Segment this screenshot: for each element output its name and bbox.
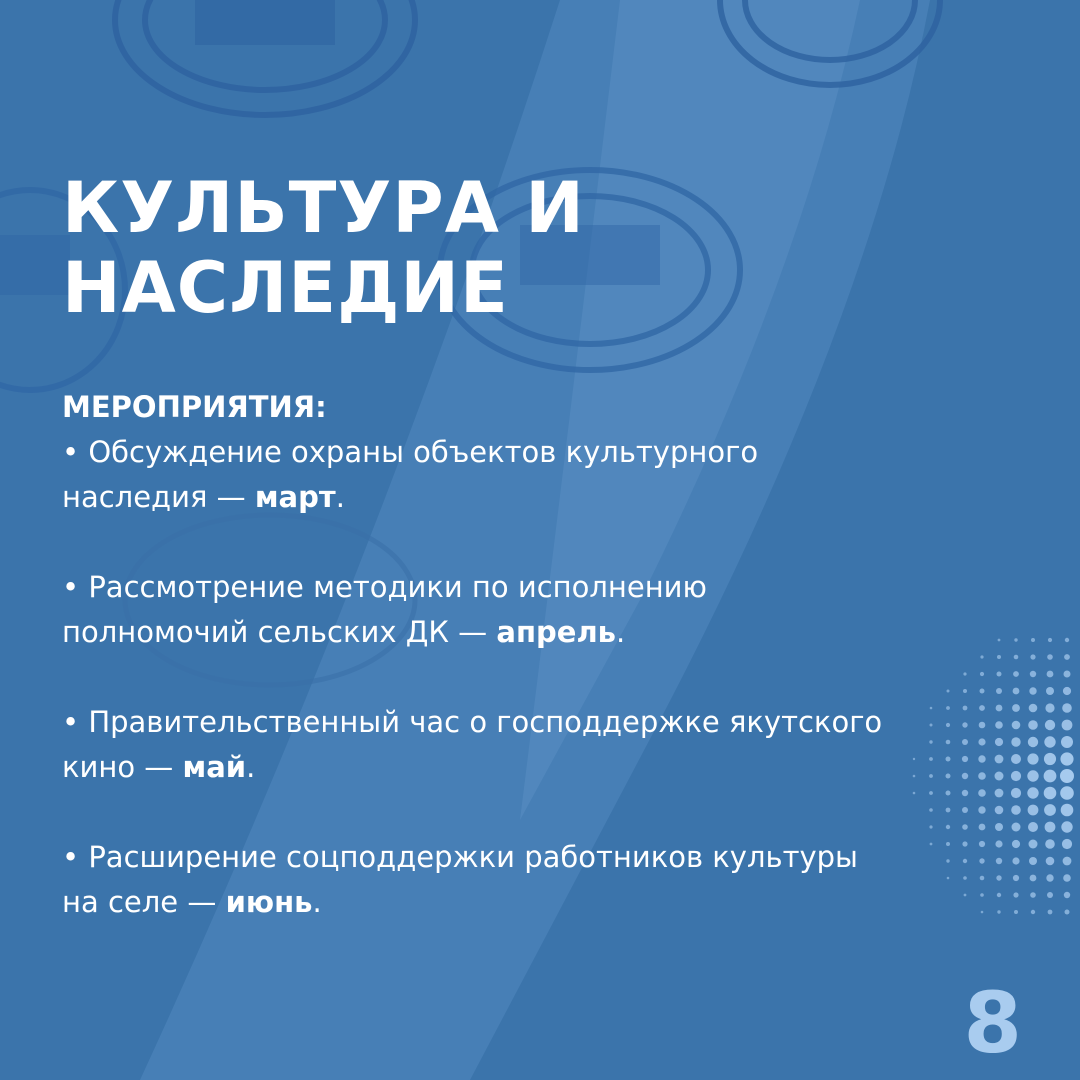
halftone-dot [962, 739, 968, 745]
halftone-dot [962, 722, 967, 727]
item-suffix: . [246, 750, 256, 784]
halftone-dot [1061, 821, 1072, 832]
item-line-2 [62, 610, 962, 655]
halftone-dot [1028, 737, 1038, 747]
halftone-dot [1029, 840, 1038, 849]
halftone-dot [980, 655, 983, 658]
halftone-dot [1028, 720, 1038, 730]
events-heading: МЕРОПРИЯТИЯ: [62, 390, 327, 424]
halftone-dot [1014, 655, 1019, 660]
halftone-dot [1030, 671, 1036, 677]
item-text: полномочий сельских ДК — [62, 615, 497, 649]
item-text: наследия — [62, 480, 255, 514]
halftone-dot [996, 858, 1002, 864]
item-text: на селе — [62, 885, 226, 919]
halftone-dot [1060, 752, 1073, 765]
halftone-dot [995, 806, 1004, 815]
halftone-dot [1061, 736, 1073, 748]
halftone-dot [1029, 687, 1036, 694]
halftone-dot [1064, 654, 1070, 660]
halftone-dot [995, 840, 1002, 847]
title-line-1: КУЛЬТУРА И [62, 167, 585, 249]
halftone-dot [1063, 687, 1071, 695]
halftone-dot [1011, 788, 1021, 798]
halftone-dot [1028, 822, 1038, 832]
halftone-dot [996, 688, 1002, 694]
halftone-dot [978, 772, 986, 780]
halftone-dot [1065, 910, 1070, 915]
halftone-dot [1044, 753, 1056, 765]
halftone-dot [1047, 892, 1053, 898]
page-title [62, 168, 585, 328]
list-item [62, 565, 962, 655]
halftone-dot [998, 639, 1001, 642]
halftone-dot [978, 806, 985, 813]
halftone-dot [1065, 638, 1069, 642]
halftone-dot [979, 722, 986, 729]
halftone-dot [1044, 736, 1055, 747]
item-suffix: . [312, 885, 322, 919]
halftone-dot [1044, 787, 1057, 800]
halftone-dot [1012, 721, 1021, 730]
halftone-dot [1029, 857, 1037, 865]
halftone-dot [995, 721, 1003, 729]
halftone-dot [1014, 910, 1018, 914]
halftone-dot [980, 672, 984, 676]
halftone-dot [1062, 720, 1073, 731]
halftone-dot [1027, 787, 1038, 798]
halftone-dot [995, 755, 1004, 764]
halftone-dot [1012, 704, 1020, 712]
halftone-dot [963, 706, 968, 711]
halftone-dot [981, 911, 984, 914]
halftone-dot [964, 894, 967, 897]
title-line-2: НАСЛЕДИЕ [62, 247, 509, 329]
halftone-dot [1063, 874, 1071, 882]
item-line-2 [62, 745, 962, 790]
halftone-dot [1014, 638, 1017, 641]
item-month: апрель [496, 615, 617, 649]
item-text: кино — [62, 750, 183, 784]
halftone-dot [962, 807, 968, 813]
halftone-dot [962, 841, 967, 846]
halftone-dot [1031, 910, 1035, 914]
halftone-dot [1046, 687, 1054, 695]
halftone-dot [1060, 769, 1074, 783]
item-line-2 [62, 880, 962, 925]
list-item [62, 430, 962, 520]
halftone-dot [1064, 892, 1070, 898]
events-section [62, 385, 962, 970]
halftone-dot [979, 705, 985, 711]
halftone-dot [1064, 671, 1071, 678]
halftone-dot [1045, 822, 1056, 833]
halftone-dot [1011, 771, 1021, 781]
halftone-dot [1027, 753, 1038, 764]
halftone-dot [980, 893, 984, 897]
halftone-dot [1045, 703, 1054, 712]
halftone-dot [1031, 638, 1035, 642]
item-month: июнь [225, 885, 313, 919]
halftone-dot [995, 772, 1004, 781]
list-item [62, 700, 962, 790]
halftone-dot [1013, 892, 1018, 897]
halftone-dot [980, 689, 985, 694]
halftone-dot [1013, 875, 1019, 881]
halftone-dot [1048, 910, 1053, 915]
emblem-seal-icon [115, 0, 415, 115]
halftone-dot [1046, 874, 1053, 881]
halftone-dot [1012, 857, 1019, 864]
halftone-dot [1027, 770, 1038, 781]
halftone-dot [1044, 804, 1056, 816]
halftone-dot [1012, 823, 1021, 832]
halftone-dot [963, 672, 966, 675]
item-line-1: • Расширение соцподдержки работников культуры [62, 840, 858, 874]
halftone-dot [997, 672, 1002, 677]
item-line-2 [62, 475, 962, 520]
halftone-dot [962, 824, 968, 830]
halftone-dot [1060, 786, 1074, 800]
halftone-dot [1062, 839, 1072, 849]
halftone-dot [1045, 839, 1055, 849]
item-suffix: . [616, 615, 626, 649]
halftone-dot [963, 876, 967, 880]
halftone-dot [995, 789, 1004, 798]
item-line-1: • Правительственный час о господдержке якутского [62, 705, 883, 739]
halftone-dot [962, 773, 968, 779]
halftone-dot [1030, 892, 1036, 898]
halftone-dot [1045, 720, 1055, 730]
halftone-dot [1044, 770, 1057, 783]
halftone-dot [1013, 671, 1019, 677]
halftone-dot [979, 841, 985, 847]
halftone-dot [978, 789, 986, 797]
halftone-dot [996, 705, 1003, 712]
halftone-dot [1028, 805, 1039, 816]
item-month: май [182, 750, 247, 784]
halftone-dot [1061, 804, 1074, 817]
halftone-dot [979, 824, 986, 831]
halftone-dot [963, 859, 967, 863]
halftone-dot [979, 858, 984, 863]
halftone-dot [1011, 754, 1021, 764]
halftone-dot [997, 655, 1001, 659]
item-suffix: . [335, 480, 345, 514]
halftone-dot [1062, 703, 1072, 713]
halftone-dot [1048, 638, 1052, 642]
halftone-dot [997, 893, 1001, 897]
halftone-dot [1012, 840, 1020, 848]
page-number: 8 [963, 974, 1022, 1072]
item-month: март [254, 480, 336, 514]
item-line-1: • Рассмотрение методики по исполнению [62, 570, 707, 604]
halftone-dot [963, 689, 967, 693]
halftone-dot [995, 823, 1003, 831]
halftone-dot [962, 790, 968, 796]
halftone-dot [1013, 688, 1020, 695]
halftone-dot [1030, 875, 1037, 882]
halftone-dot [978, 755, 985, 762]
halftone-dot [1011, 805, 1021, 815]
halftone-dot [1011, 737, 1020, 746]
halftone-dot [1063, 857, 1072, 866]
list-item [62, 835, 962, 925]
halftone-dot [1030, 654, 1035, 659]
halftone-dot [1029, 704, 1038, 713]
halftone-dot [995, 738, 1003, 746]
halftone-dot [1046, 857, 1055, 866]
halftone-dot [962, 756, 968, 762]
item-line-1: • Обсуждение охраны объектов культурного [62, 435, 759, 469]
halftone-dot [1047, 671, 1054, 678]
halftone-dot [997, 910, 1000, 913]
halftone-dot [978, 738, 985, 745]
halftone-dot [980, 876, 985, 881]
halftone-dot [996, 875, 1001, 880]
halftone-dot [1047, 654, 1053, 660]
